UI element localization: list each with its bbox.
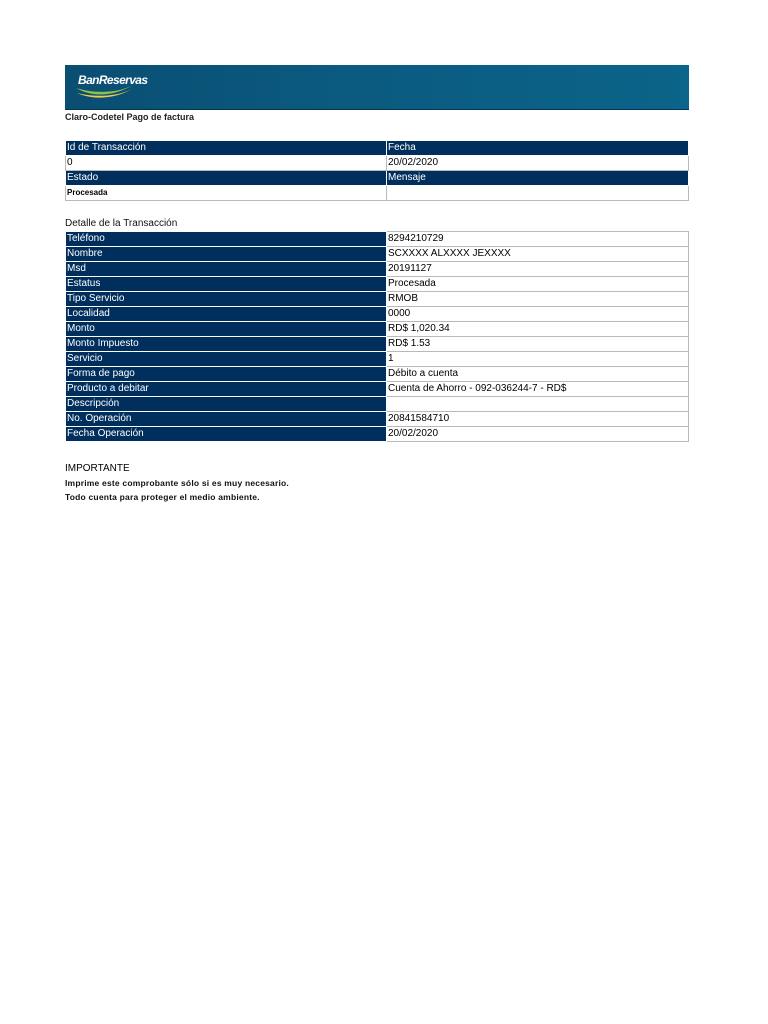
detail-value: Débito a cuenta	[387, 367, 689, 382]
summary-header-row	[66, 171, 689, 186]
detail-row	[66, 232, 689, 247]
detail-heading: Detalle de la Transacción	[65, 218, 178, 229]
detail-label: Monto	[66, 322, 387, 337]
detail-row	[66, 322, 689, 337]
detail-value: 0000	[387, 307, 689, 322]
estado-label: Estado	[66, 171, 387, 186]
detail-table	[65, 231, 689, 442]
summary-table	[65, 140, 689, 201]
detail-row	[66, 367, 689, 382]
print-note: Imprime este comprobante sólo si es muy necesario.	[65, 478, 289, 488]
detail-label: Estatus	[66, 277, 387, 292]
detail-label: Msd	[66, 262, 387, 277]
detail-label: Localidad	[66, 307, 387, 322]
swoosh-icon	[75, 84, 135, 102]
detail-label: Forma de pago	[66, 367, 387, 382]
detail-row	[66, 247, 689, 262]
id-transaccion-label: Id de Transacción	[66, 141, 387, 156]
summary-header-row	[66, 141, 689, 156]
detail-label: Teléfono	[66, 232, 387, 247]
document-title: Claro-Codetel Pago de factura	[65, 112, 195, 122]
detail-row	[66, 262, 689, 277]
detail-label: Monto Impuesto	[66, 337, 387, 352]
summary-value-row	[66, 186, 689, 201]
mensaje-value	[387, 186, 689, 201]
bank-logo-text: BanReservas	[78, 73, 148, 87]
detail-label: No. Operación	[66, 412, 387, 427]
detail-row	[66, 382, 689, 397]
detail-row	[66, 412, 689, 427]
summary-value-row	[66, 156, 689, 171]
detail-label: Nombre	[66, 247, 387, 262]
header-banner	[65, 65, 689, 110]
detail-value: Procesada	[387, 277, 689, 292]
detail-label: Descripción	[66, 397, 387, 412]
important-heading: IMPORTANTE	[65, 463, 130, 474]
detail-value	[387, 397, 689, 412]
detail-label: Producto a debitar	[66, 382, 387, 397]
estado-value: Procesada	[66, 186, 387, 201]
environment-note: Todo cuenta para proteger el medio ambiente.	[65, 492, 260, 502]
detail-value: 20841584710	[387, 412, 689, 427]
fecha-value: 20/02/2020	[387, 156, 689, 171]
detail-label: Servicio	[66, 352, 387, 367]
detail-value: RMOB	[387, 292, 689, 307]
detail-label: Fecha Operación	[66, 427, 387, 442]
mensaje-label: Mensaje	[387, 171, 689, 186]
detail-row	[66, 337, 689, 352]
detail-value: 20/02/2020	[387, 427, 689, 442]
detail-row	[66, 307, 689, 322]
detail-value: SCXXXX ALXXXX JEXXXX	[387, 247, 689, 262]
detail-row	[66, 277, 689, 292]
fecha-label: Fecha	[387, 141, 689, 156]
detail-value: Cuenta de Ahorro - 092-036244-7 - RD$	[387, 382, 689, 397]
detail-value: 20191127	[387, 262, 689, 277]
detail-row	[66, 352, 689, 367]
bank-logo	[75, 70, 148, 106]
detail-value: RD$ 1,020.34	[387, 322, 689, 337]
detail-value: RD$ 1.53	[387, 337, 689, 352]
detail-row	[66, 427, 689, 442]
detail-label: Tipo Servicio	[66, 292, 387, 307]
detail-value: 1	[387, 352, 689, 367]
id-transaccion-value: 0	[66, 156, 387, 171]
detail-row	[66, 292, 689, 307]
detail-row	[66, 397, 689, 412]
detail-value: 8294210729	[387, 232, 689, 247]
